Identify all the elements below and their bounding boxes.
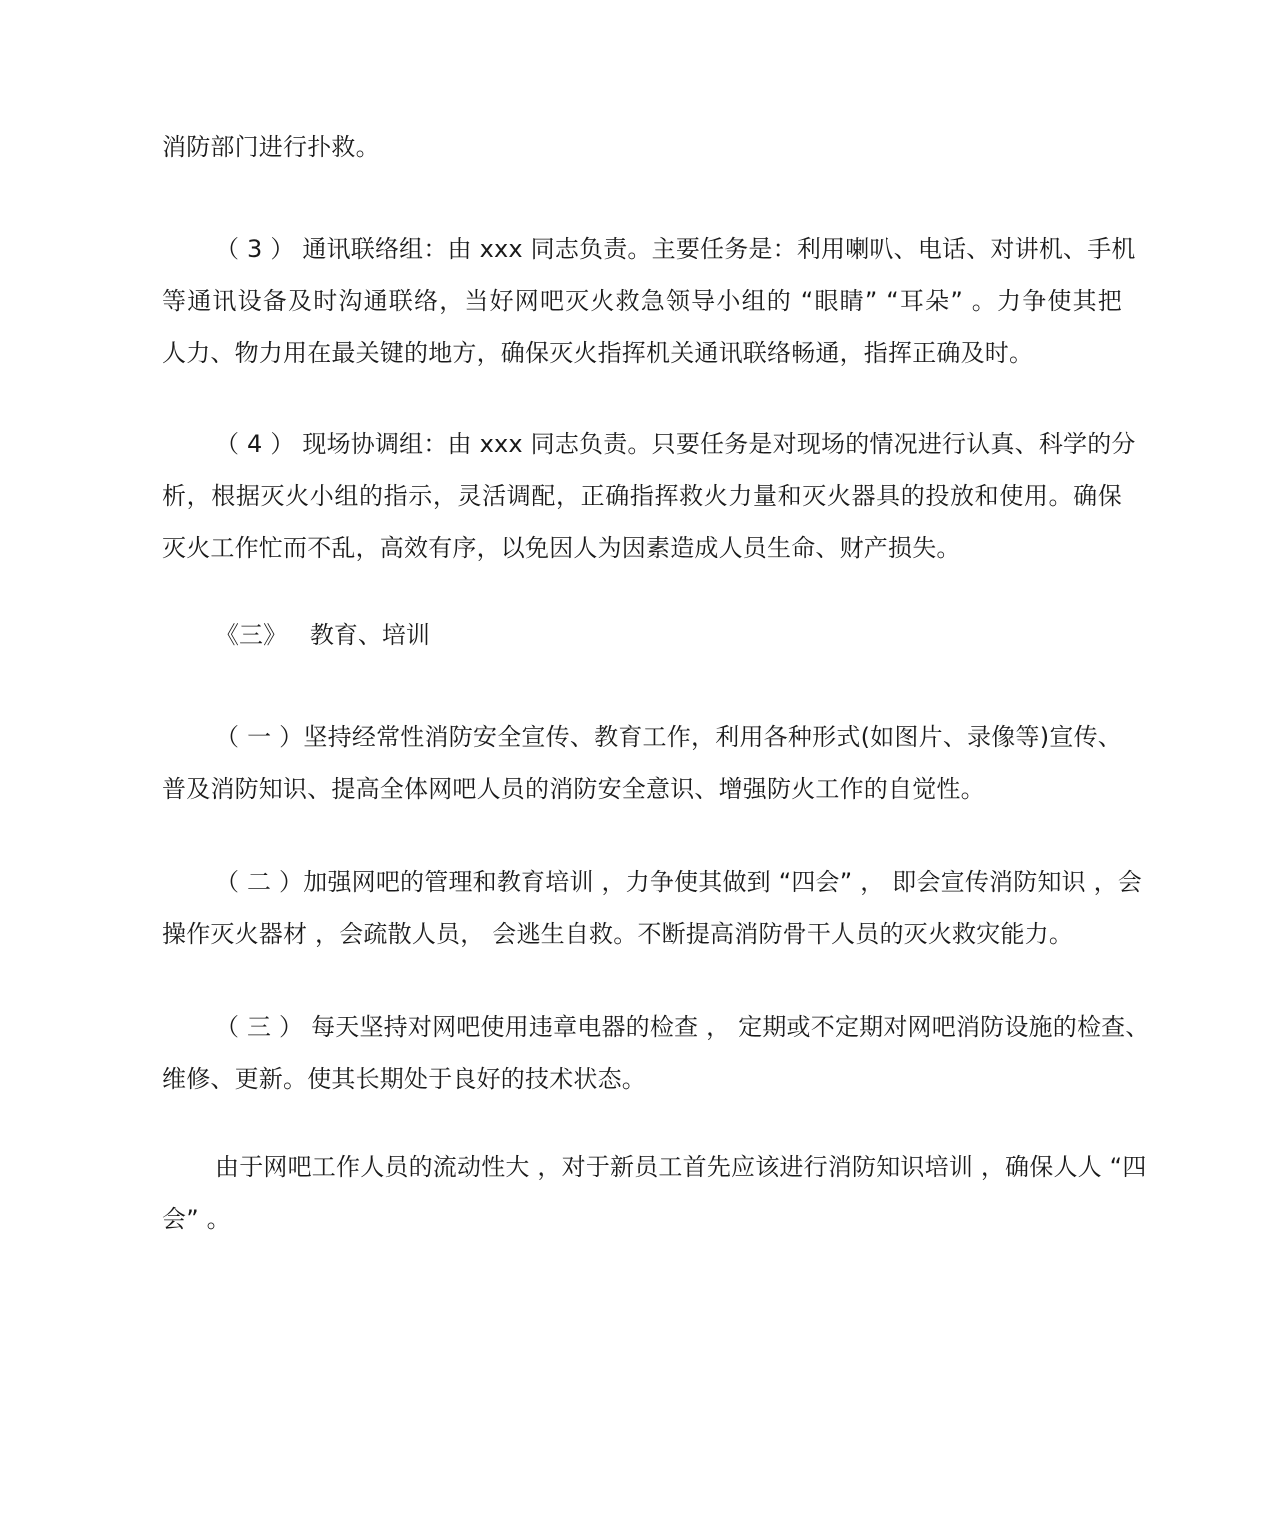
paragraph-line: （ 4 ） 现场协调组：由 xxx 同志负责。只要任务是对现场的情况进行认真、科学的分	[215, 430, 1136, 458]
paragraph-line: 灭火工作忙而不乱，高效有序，以免因人为因素造成人员生命、财产损失。	[162, 534, 961, 562]
paragraph-line: 人力、物力用在最关键的地方，确保灭火指挥机关通讯联络畅通，指挥正确及时。	[162, 339, 1034, 367]
paragraph-line: （ 一 ）坚持经常性消防安全宣传、教育工作，利用各种形式(如图片、录像等)宣传、	[215, 723, 1122, 751]
paragraph-line: （ 3 ） 通讯联络组：由 xxx 同志负责。主要任务是：利用喇叭、电话、对讲机、手机	[215, 235, 1136, 263]
paragraph-line: 普及消防知识、提高全体网吧人员的消防安全意识、增强防火工作的自觉性。	[162, 775, 985, 803]
paragraph-line: （ 三 ） 每天坚持对网吧使用违章电器的检查 ， 定期或不定期对网吧消防设施的检查、	[215, 1013, 1150, 1041]
paragraph-line: 操作灭火器材 ，会疏散人员， 会逃生自救。不断提高消防骨干人员的灭火救灾能力。	[162, 920, 1074, 948]
section-number: 《三》	[215, 621, 287, 649]
paragraph-line: 等通讯设备及时沟通联络，当好网吧灭火救急领导小组的 “眼睛” “耳朵” 。力争使其把	[162, 287, 1122, 315]
paragraph-line: 消防部门进行扑救。	[162, 133, 380, 161]
paragraph-line: 析，根据灭火小组的指示，灵活调配，正确指挥救火力量和灭火器具的投放和使用。确保	[162, 482, 1122, 510]
section-heading	[215, 618, 430, 652]
paragraph-line: 维修、更新。使其长期处于良好的技术状态。	[162, 1065, 646, 1093]
section-title: 教育、培训	[309, 621, 430, 649]
paragraph-line: 由于网吧工作人员的流动性大 ，对于新员工首先应该进行消防知识培训 ，确保人人 “四	[215, 1153, 1147, 1181]
paragraph-line: （ 二 ）加强网吧的管理和教育培训 ，力争使其做到 “四会” ， 即会宣传消防知识 ，会	[215, 868, 1143, 896]
paragraph-line: 会” 。	[162, 1205, 231, 1233]
